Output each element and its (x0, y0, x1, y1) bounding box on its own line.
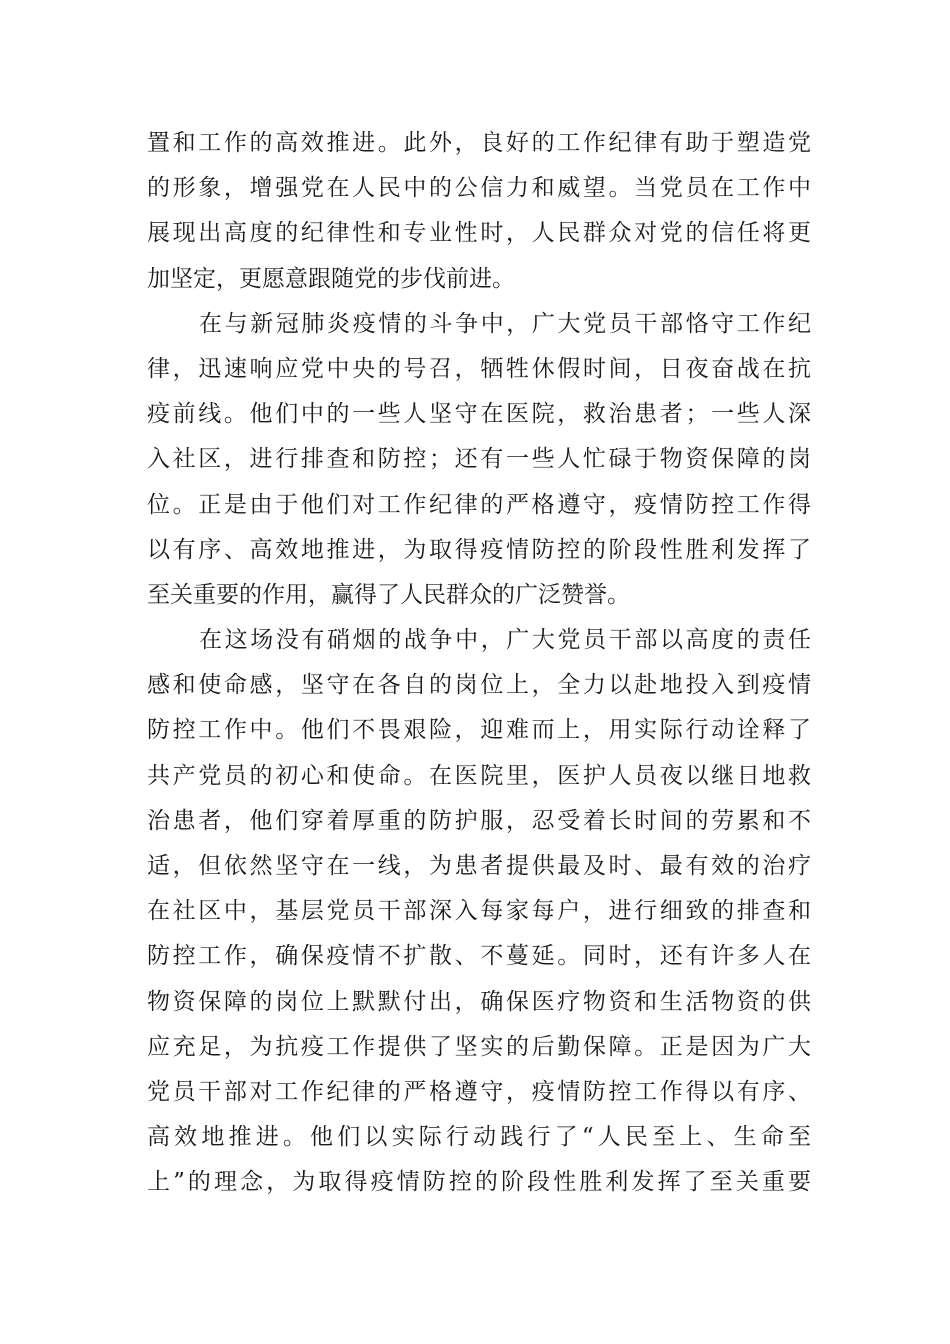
text-line: 入社区，进行排查和防控；还有一些人忙碌于物资保障的岗 (147, 446, 811, 473)
text-line: 治患者，他们穿着厚重的防护服，忍受着长时间的劳累和不 (147, 807, 811, 834)
text-line: 展现出高度的纪律性和专业性时，人民群众对党的信任将更 (147, 220, 811, 247)
text-line: 共产党员的初心和使命。在医院里，医护人员夜以继日地救 (147, 762, 811, 789)
text-line: 感和使命感，坚守在各自的岗位上，全力以赴地投入到疫情 (147, 672, 811, 699)
text-line: 党员干部对工作纪律的严格遵守，疫情防控工作得以有序、 (147, 1078, 811, 1105)
paragraph-first-line: 在与新冠肺炎疫情的斗争中，广大党员干部恪守工作纪 (199, 310, 811, 337)
text-line: 防控工作，确保疫情不扩散、不蔓延。同时，还有许多人在 (147, 943, 811, 970)
text-line: 物资保障的岗位上默默付出，确保医疗物资和生活物资的供 (147, 988, 811, 1015)
text-line: 防控工作中。他们不畏艰险，迎难而上，用实际行动诠释了 (147, 717, 811, 744)
text-line: 在社区中，基层党员干部深入每家每户，进行细致的排查和 (147, 898, 811, 925)
paragraph-first-line: 在这场没有硝烟的战争中，广大党员干部以高度的责任 (199, 627, 811, 654)
body-text (147, 121, 811, 1206)
text-line: 加坚定，更愿意跟随党的步伐前进。 (147, 265, 515, 292)
text-line: 以有序、高效地推进，为取得疫情防控的阶段性胜利发挥了 (147, 536, 811, 563)
text-line: 律，迅速响应党中央的号召，牺牲休假时间，日夜奋战在抗 (147, 355, 811, 382)
text-line: 适，但依然坚守在一线，为患者提供最及时、最有效的治疗 (147, 853, 811, 879)
text-line: 上”的理念，为取得疫情防控的阶段性胜利发挥了至关重要 (147, 1169, 811, 1196)
text-line: 至关重要的作用，赢得了人民群众的广泛赞誉。 (147, 581, 630, 608)
text-line: 位。正是由于他们对工作纪律的严格遵守，疫情防控工作得 (147, 491, 811, 518)
text-line: 疫前线。他们中的一些人坚守在医院，救治患者；一些人深 (147, 401, 811, 428)
text-line: 高效地推进。他们以实际行动践行了“人民至上、生命至 (147, 1124, 811, 1151)
text-line: 应充足，为抗疫工作提供了坚实的后勤保障。正是因为广大 (147, 1033, 811, 1060)
text-line: 的形象，增强党在人民中的公信力和威望。当党员在工作中 (147, 175, 811, 202)
text-line: 置和工作的高效推进。此外，良好的工作纪律有助于塑造党 (147, 130, 811, 156)
